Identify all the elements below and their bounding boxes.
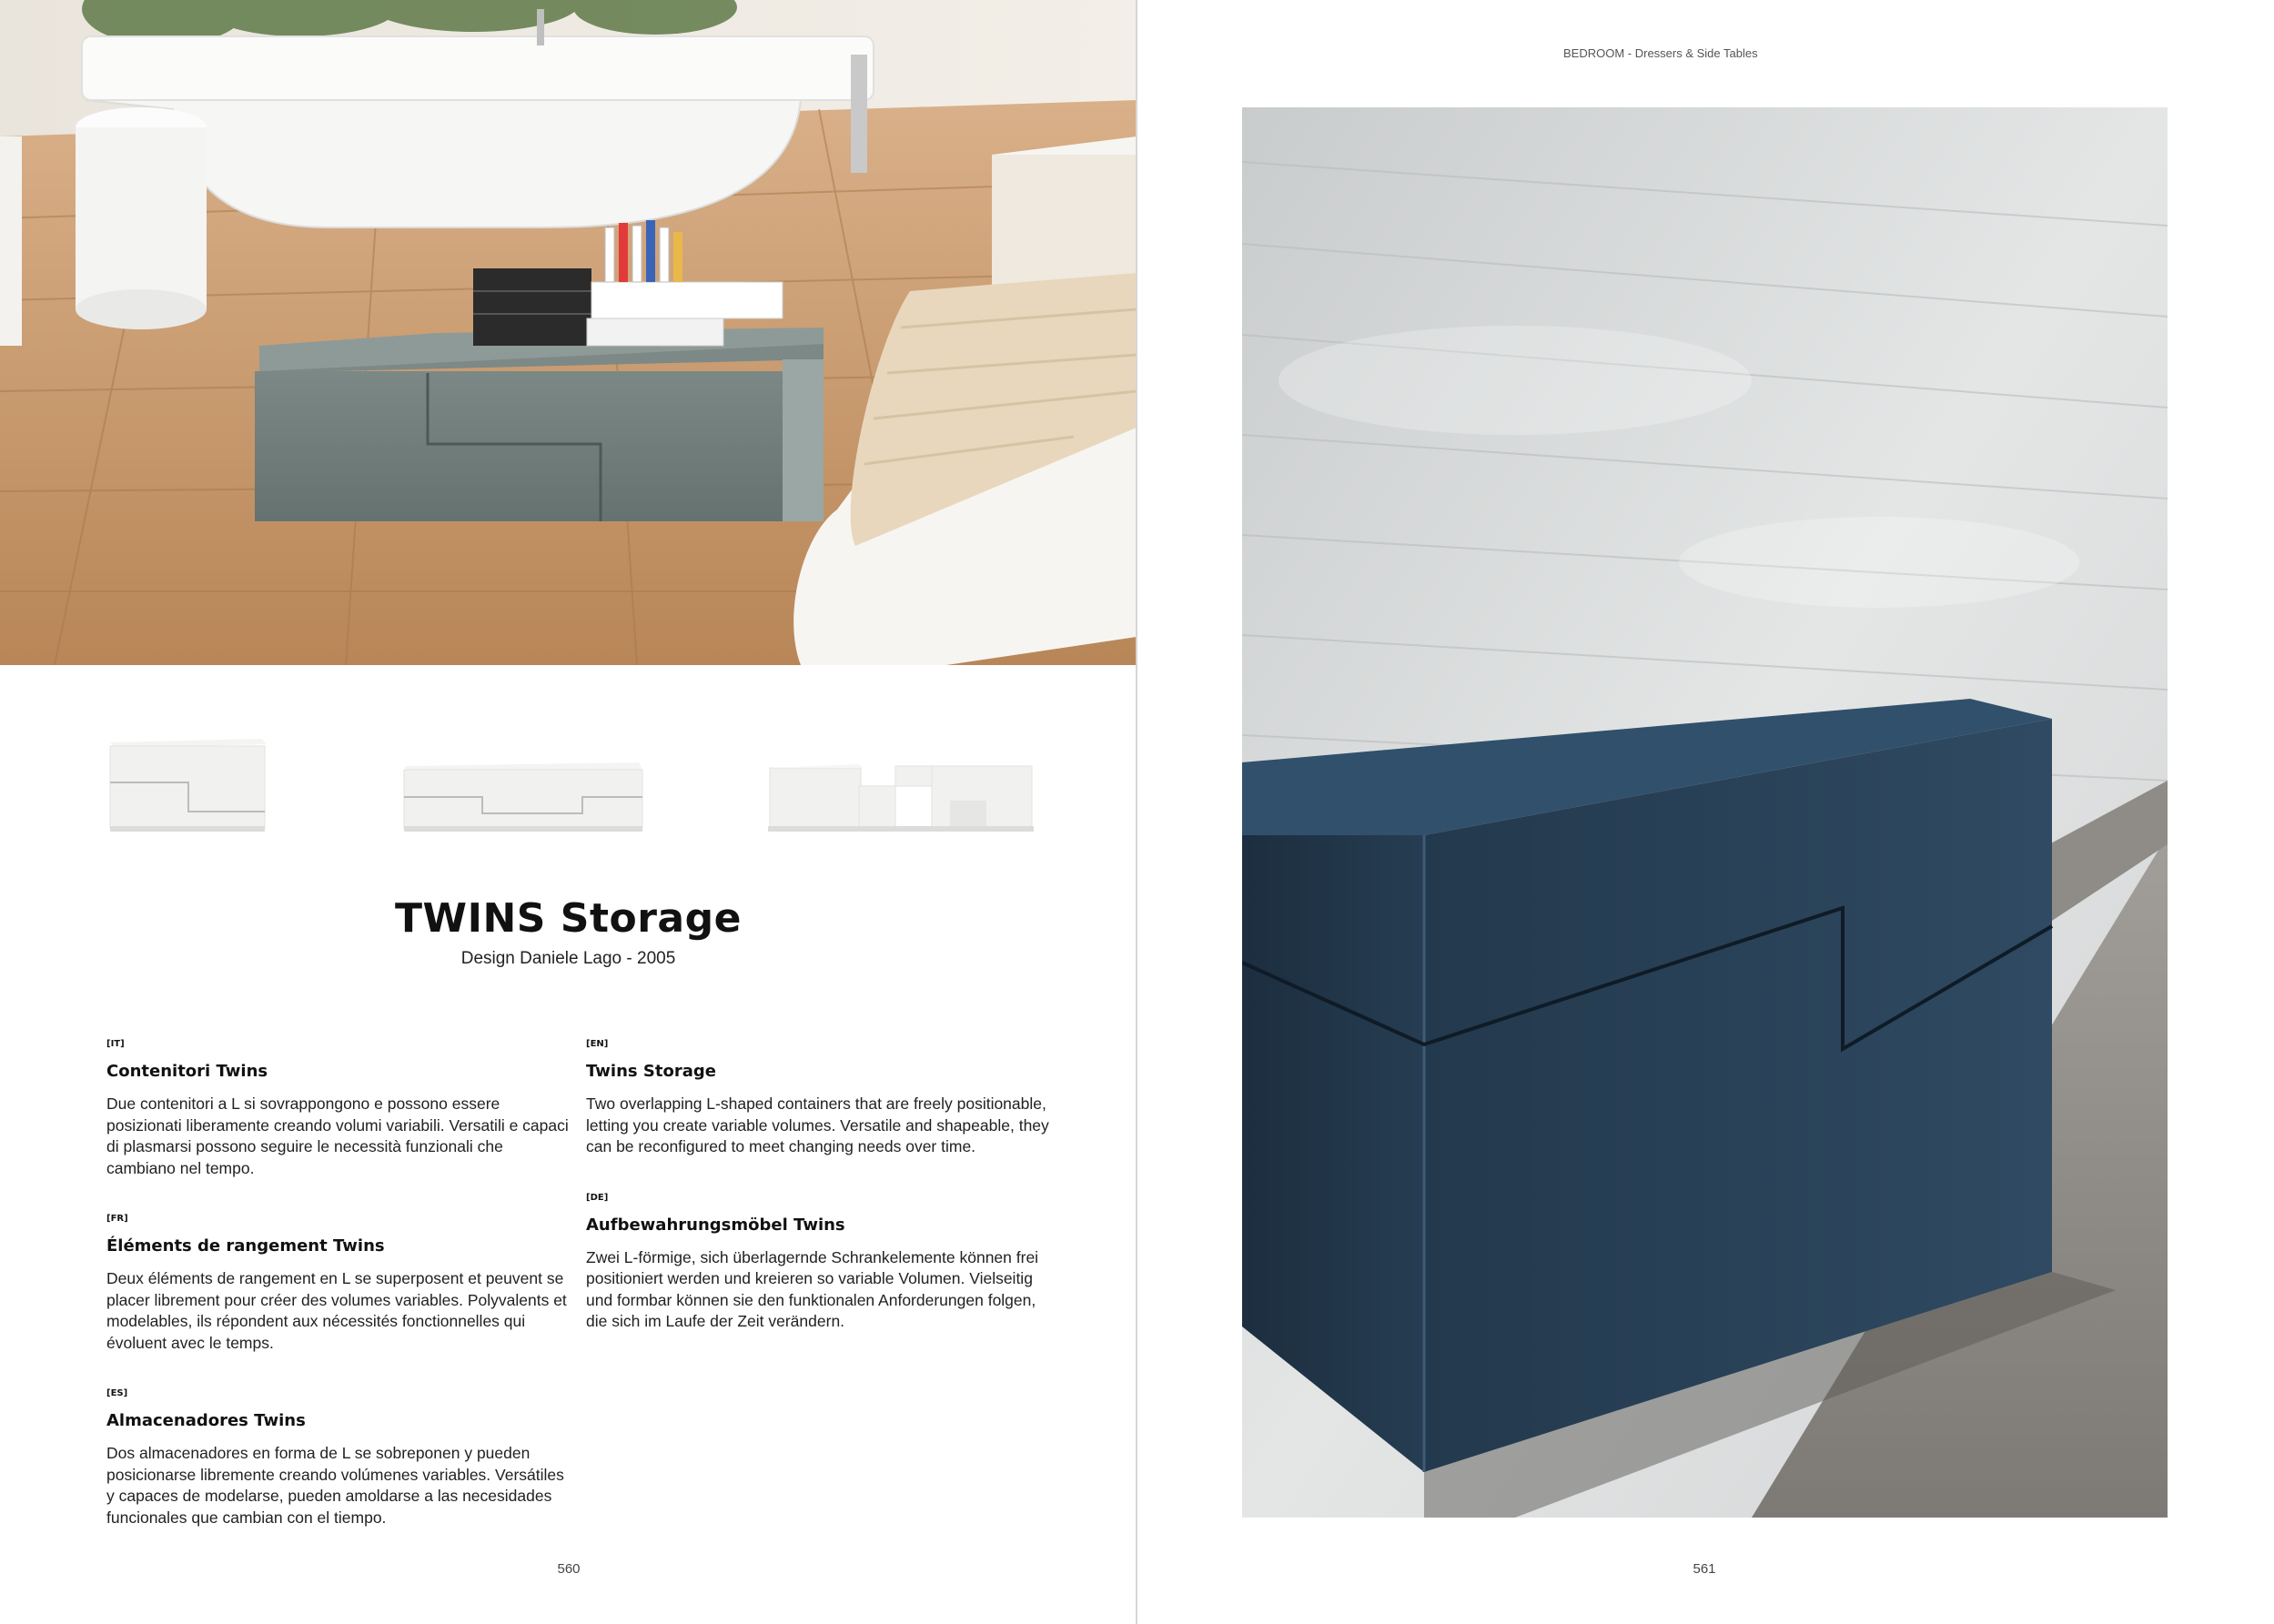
section-body-en: Two overlapping L-shaped containers that are freely positionable, letting you create variable volumes. Versatile and shapeable, they can be reconfigured to meet changing needs over time.	[586, 1094, 1049, 1155]
section-title-es: Almacenadores Twins	[106, 1411, 306, 1430]
page-number-left: 560	[557, 1561, 581, 1577]
section-fr	[106, 1214, 571, 1354]
lang-tag-it: [IT]	[106, 1039, 125, 1049]
thumbnail-twins-compact	[106, 737, 270, 833]
thumbnail-twins-wide	[400, 761, 644, 833]
section-body-es: Dos almacenadores en forma de L se sobreponen y pueden posicionarse libremente creando volúmenes variables. Versátiles y capaces de modelarse, pueden amoldarse a las necesidades funcionales que cambian con el tiempo.	[106, 1444, 564, 1527]
lang-tag-fr: [FR]	[106, 1214, 128, 1224]
thumbnail-twins-separated	[768, 755, 1034, 833]
section-body-it: Due contenitori a L si sovrappongono e possono essere posizionati liberamente creando volumi variabili. Versatili e capaci di plasmarsi possono seguire le necessità funzionali che cambiano nel tempo.	[106, 1094, 569, 1177]
text-column-right	[586, 1039, 1050, 1367]
text-column-left	[106, 1039, 571, 1563]
section-it	[106, 1039, 571, 1179]
section-body-de: Zwei L-förmige, sich überlagernde Schrankelemente können frei positioniert werden und kreieren so variable Volumen. Vielseitig und formbar können sie den funktionalen Anforderungen folgen, die sich im Laufe der Zeit verändern.	[586, 1247, 1039, 1330]
running-head: BEDROOM - Dressers & Side Tables	[1563, 46, 1758, 60]
product-title-block	[0, 895, 1137, 969]
section-en	[586, 1039, 1050, 1158]
section-body-fr: Deux éléments de rangement en L se superposent et peuvent se placer librement pour créer des volumes variables. Polyvalents et modelables, ils répondent aux nécessités fonctionnelles qui évoluent avec le temps.	[106, 1269, 567, 1352]
section-title-it: Contenitori Twins	[106, 1062, 268, 1081]
section-title-en: Twins Storage	[586, 1062, 716, 1081]
right-page	[1137, 0, 2274, 1624]
section-es	[106, 1388, 571, 1528]
page-number-right: 561	[1693, 1561, 1716, 1577]
product-title: TWINS Storage	[395, 895, 742, 942]
section-de	[586, 1193, 1050, 1333]
hero-photo-blue-cabinet	[1242, 107, 2168, 1518]
blue-cabinet-scene-illustration	[1242, 107, 2168, 1518]
lang-tag-es: [ES]	[106, 1388, 128, 1398]
section-title-fr: Éléments de rangement Twins	[106, 1236, 385, 1256]
section-title-de: Aufbewahrungsmöbel Twins	[586, 1215, 845, 1235]
lang-tag-de: [DE]	[586, 1192, 609, 1203]
product-designer: Design Daniele Lago - 2005	[460, 949, 676, 968]
bathroom-scene-illustration	[0, 0, 1137, 665]
hero-photo-bathroom	[0, 0, 1137, 665]
lang-tag-en: [EN]	[586, 1039, 609, 1049]
